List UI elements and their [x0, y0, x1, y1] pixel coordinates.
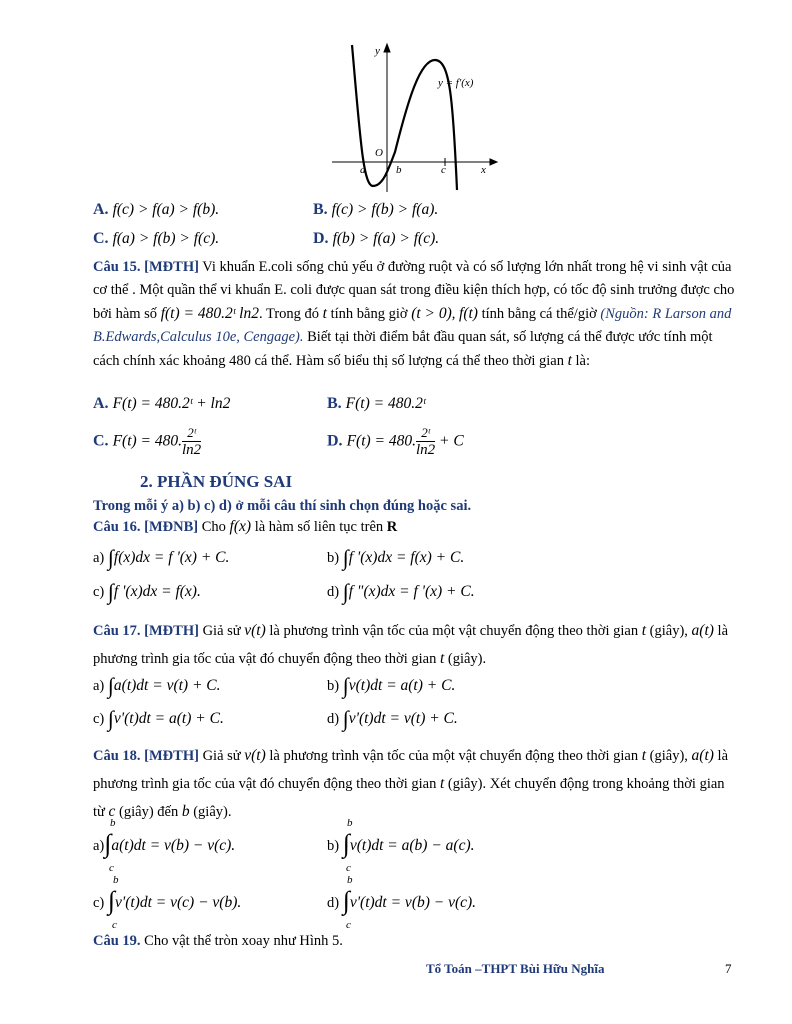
q16-option-d: d) ∫f "(x)dx = f '(x) + C. [327, 579, 475, 604]
q14-b-expr: f(c) > f(b) > f(a). [331, 201, 439, 218]
x-axis-arrow [490, 159, 497, 165]
q18-c-lower: c [112, 919, 117, 931]
q18-b-lower: c [346, 862, 351, 874]
q14-d-expr: f(b) > f(a) > f(c). [332, 230, 440, 247]
q17-stem: Câu 17. [MĐTH] Giả sử v(t) là phương trình vận tốc của một vật chuyển động theo thời gian t (giây), a(t) là phương trình gia tốc của vật đó chuyển động theo thời gian t (giây). [93, 622, 729, 667]
q15-option-a: A. F(t) = 480.2ᵗ + ln2 [93, 395, 231, 412]
q14-c-expr: f(a) > f(b) > f(c). [112, 230, 220, 247]
q18-option-c: c) ∫v'(t)dt = v(c) − v(b). [93, 886, 242, 915]
graph-c-label: c [441, 164, 446, 176]
derivative-graph [330, 40, 500, 195]
q17-option-b: b) ∫v(t)dt = a(t) + C. [327, 673, 456, 698]
q18-a-lower: c [109, 862, 114, 874]
q18-c-upper: b [113, 874, 119, 886]
q14-option-d: D. f(b) > f(a) > f(c). [313, 230, 440, 247]
q17-option-c: c) ∫v'(t)dt = a(t) + C. [93, 706, 224, 731]
graph-curve-label: y = f'(x) [438, 77, 474, 89]
graph-y-label: y [375, 45, 380, 57]
graph-axes [332, 44, 497, 192]
q16-option-b: b) ∫f '(x)dx = f(x) + C. [327, 545, 465, 570]
q15-option-d: D. F(t) = 480. $\frac{\text{2ᵗ}}{\ln 2}$ + C [327, 425, 464, 458]
q18-stem: Câu 18. [MĐTH] Giả sử v(t) là phương trình vận tốc của một vật chuyển động theo thời gian t (giây), a(t) là phương trình gia tốc của vật đó chuyển động theo thời gian t (giây). Xét chuyển động trong khoảng thời gian từ c (giây) đến b (giây). [93, 747, 729, 820]
graph-origin-label: O [375, 147, 383, 159]
q16-option-c: c) ∫f '(x)dx = f(x). [93, 579, 201, 604]
q14-option-b: B. f(c) > f(b) > f(a). [313, 201, 439, 218]
q18-a-upper: b [110, 817, 116, 829]
q18-option-d: d) ∫v'(t)dt = v(b) − v(c). [327, 886, 477, 915]
section-instruction: Trong mỗi ý a) b) c) d) ở mỗi câu thí sinh chọn đúng hoặc sai. [93, 498, 472, 514]
q18-d-upper: b [347, 874, 353, 886]
q15-formula: f(t) = 480.2ᵗ ln2 [160, 305, 259, 322]
section-title: 2. PHẦN ĐÚNG SAI [140, 472, 293, 491]
q14-a-expr: f(c) > f(a) > f(b). [112, 201, 220, 218]
q15-source: (Nguồn: R Larson and B.Edwards,Calculus 10e, Cengage). [93, 306, 732, 345]
q19-stem: Câu 19. Cho vật thể tròn xoay như Hình 5. [93, 933, 343, 949]
q14-option-c: C. f(a) > f(b) > f(c). [93, 230, 220, 247]
q15-option-b: B. F(t) = 480.2ᵗ [327, 395, 426, 412]
q15-c-fraction: $\frac{\text{2ᵗ}}{\ln 2}$ [182, 425, 202, 458]
y-axis-arrow [384, 44, 390, 52]
q16-option-a: a) ∫f(x)dx = f '(x) + C. [93, 545, 230, 570]
graph-b-label: b [396, 164, 402, 176]
q18-d-lower: c [346, 919, 351, 931]
q15-option-c: C. F(t) = 480. $\frac{\text{2ᵗ}}{\ln 2}$ [93, 425, 202, 458]
q18-option-b: b) ∫v(t)dt = a(b) − a(c). [327, 829, 475, 858]
q17-option-d: d) ∫v'(t)dt = v(t) + C. [327, 706, 458, 731]
page-number: 7 [725, 961, 732, 976]
graph-x-label: x [481, 164, 486, 176]
q14-option-a: A. f(c) > f(a) > f(b). [93, 201, 220, 218]
q18-b-upper: b [347, 817, 353, 829]
q15-stem: Câu 15. [MĐTH] Vi khuẩn E.coli sống chủ yếu ở đường ruột và có số lượng lớn nhất trong hệ vi sinh vật của cơ thể . Một quần thể vi khuẩn E. coli được quan sát trong điều kiện thích hợp, có tốc độ sinh trưởng được cho bởi hàm số f(t) = 480.2ᵗ ln2. Trong đó t tính bằng giờ (t > 0), f(t) tính bằng cá thể/giờ (Nguồn: R Larson and B.Edwards,Calculus 10e, Cengage). Biết tại thời điểm bắt đầu quan sát, số lượng cá thể được ước tính một cách chính xác khoảng 480 cá thể. Hàm số biểu thị số lượng cá thể theo thời gian t là: [93, 259, 735, 369]
q16-stem: Câu 16. [MĐNB] Cho f(x) là hàm số liên tục trên R [93, 518, 398, 535]
q15-d-fraction: $\frac{\text{2ᵗ}}{\ln 2}$ [416, 425, 436, 458]
graph-a-label: a [360, 164, 366, 176]
footer-text: Tổ Toán –THPT Bùi Hữu Nghĩa [426, 961, 605, 976]
q18-option-a: a)∫a(t)dt = v(b) − v(c). [93, 829, 236, 858]
q17-option-a: a) ∫a(t)dt = v(t) + C. [93, 673, 221, 698]
